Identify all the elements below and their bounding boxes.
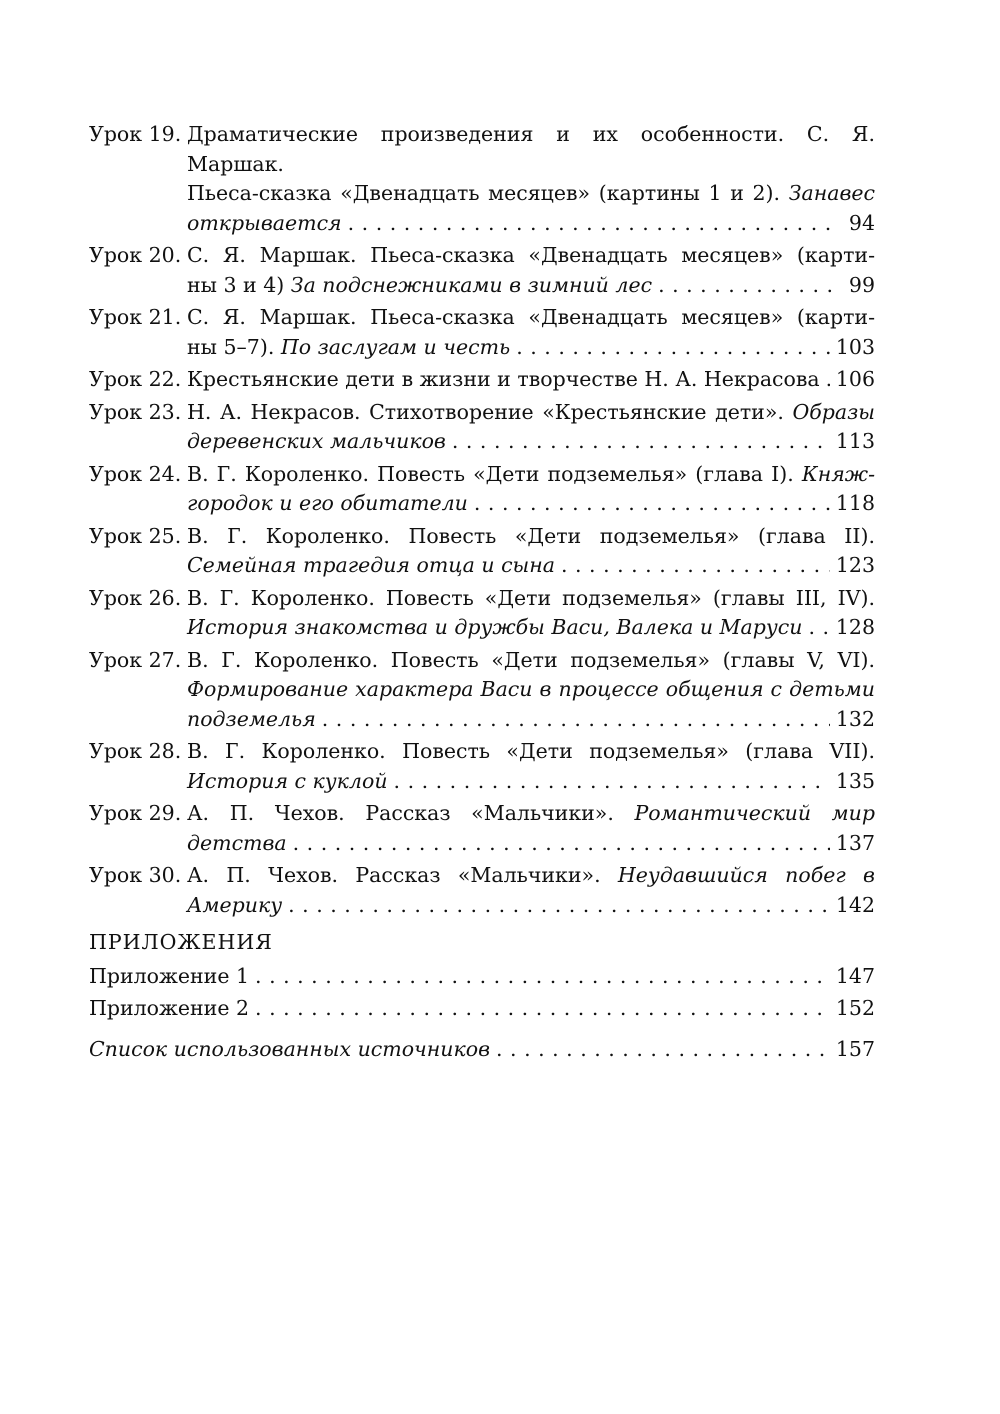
page-number: 123 — [835, 553, 875, 577]
entry-last-text: ны 5–7). По заслугам и честь — [187, 334, 511, 359]
page-number: 147 — [835, 963, 875, 988]
entry-line: В. Г. Короленко. Повесть «Дети подземелья» (глава II). — [187, 523, 875, 548]
toc-entry-sources[interactable] — [89, 1035, 875, 1065]
appendix-heading: ПРИЛОЖЕНИЯ — [89, 930, 273, 954]
dot-leader — [255, 962, 830, 992]
page-number: 103 — [835, 334, 875, 359]
lesson-number: Урок 22. — [89, 367, 182, 391]
page-number: 142 — [835, 892, 875, 917]
page-number: 118 — [835, 491, 875, 515]
dot-leader — [452, 427, 830, 457]
dot-leader — [348, 209, 837, 239]
lesson-number: Урок 28. — [89, 739, 182, 763]
dot-leader — [808, 613, 829, 643]
lesson-number: Урок 24. — [89, 461, 182, 486]
dot-leader — [516, 333, 830, 363]
page-number: 137 — [835, 830, 875, 855]
toc-entry-lesson-30[interactable] — [89, 861, 875, 920]
entry-last-text: История знакомства и дружбы Васи, Валека и Маруси — [187, 615, 803, 639]
page-number: 132 — [835, 706, 875, 731]
lesson-number: Урок 21. — [89, 305, 182, 329]
entry-last-text: подземелья — [187, 706, 316, 731]
lesson-number: Урок 26. — [89, 585, 182, 610]
toc-entry-lesson-28[interactable] — [89, 737, 875, 796]
entry-line: В. Г. Короленко. Повесть «Дети подземелья» (главы V, VI). — [187, 647, 875, 672]
dot-leader — [561, 551, 830, 581]
lesson-number: Урок 19. — [89, 122, 182, 146]
dot-leader — [394, 767, 830, 797]
entry-line: В. Г. Короленко. Повесть «Дети подземелья» (глава VII). — [187, 739, 875, 763]
toc-entry-lesson-25[interactable] — [89, 522, 875, 581]
toc-entry-appendix-1[interactable] — [89, 962, 875, 992]
dot-leader — [322, 705, 830, 735]
dot-leader — [496, 1035, 830, 1065]
entry-last-text: открывается — [187, 210, 342, 235]
entry-line: С. Я. Маршак. Пьеса-сказка «Двенадцать месяцев» (карти- — [187, 243, 875, 267]
entry-line: В. Г. Короленко. Повесть «Дети подземелья» (глава I). Княж- — [187, 461, 875, 486]
dot-leader — [288, 891, 830, 921]
toc-entry-lesson-19[interactable] — [89, 120, 875, 238]
lesson-number: Урок 27. — [89, 647, 182, 672]
toc-entry-lesson-24[interactable] — [89, 460, 875, 519]
dot-leader — [255, 994, 830, 1024]
entry-line: С. Я. Маршак. Пьеса-сказка «Двенадцать месяцев» (карти- — [187, 305, 875, 329]
entry-last-text: Семейная трагедия отца и сына — [187, 553, 555, 577]
toc-entry-lesson-26[interactable] — [89, 584, 875, 643]
page-number: 128 — [835, 615, 875, 639]
toc-entry-lesson-21[interactable] — [89, 303, 875, 362]
entry-line: Пьеса-сказка «Двенадцать месяцев» (картины 1 и 2). Занавес — [187, 181, 875, 205]
entry-last-text: Америку — [187, 892, 283, 917]
toc-entry-lesson-29[interactable] — [89, 799, 875, 858]
entry-last-text: городок и его обитатели — [187, 491, 468, 515]
toc-entry-lesson-27[interactable] — [89, 646, 875, 735]
entry-line: А. П. Чехов. Рассказ «Мальчики». Неудавшийся побег в — [187, 863, 875, 887]
page-number: 152 — [835, 996, 875, 1020]
entry-line: Формирование характера Васи в процессе общения с детьми — [187, 677, 875, 701]
page-number: 135 — [835, 768, 875, 793]
entry-last-text: История с куклой — [187, 768, 388, 793]
entry-last-text: Приложение 1 — [89, 963, 250, 988]
entry-line: А. П. Чехов. Рассказ «Мальчики». Романтический мир — [187, 801, 875, 825]
entry-last-text: Приложение 2 — [89, 996, 250, 1020]
entry-last-text: деревенских мальчиков — [187, 429, 446, 453]
toc-entry-lesson-23[interactable] — [89, 398, 875, 457]
toc-entry-lesson-20[interactable] — [89, 241, 875, 300]
page-number: 113 — [835, 429, 875, 453]
page-number: 94 — [848, 210, 875, 235]
dot-leader — [826, 365, 830, 395]
lesson-number: Урок 29. — [89, 801, 182, 825]
page-number: 99 — [848, 272, 875, 297]
lesson-number: Урок 23. — [89, 399, 182, 424]
toc-entry-lesson-22[interactable] — [89, 365, 875, 395]
lesson-number: Урок 20. — [89, 243, 182, 267]
dot-leader — [474, 489, 830, 519]
entry-last-text: Крестьянские дети в жизни и творчестве Н. А. Некрасова — [187, 367, 820, 391]
entry-line: Н. А. Некрасов. Стихотворение «Крестьянские дети». Образы — [187, 399, 875, 424]
entry-line: Драматические произведения и их особенности. С. Я. Маршак. — [187, 122, 875, 176]
page-number: 106 — [835, 367, 875, 391]
page-number: 157 — [835, 1036, 875, 1061]
entry-line: В. Г. Короленко. Повесть «Дети подземелья» (главы III, IV). — [187, 585, 875, 610]
dot-leader — [293, 829, 830, 859]
entry-last-text: детства — [187, 830, 287, 855]
entry-last-text: ны 3 и 4) За подснежниками в зимний лес — [187, 272, 653, 297]
lesson-number: Урок 30. — [89, 863, 182, 887]
table-of-contents — [89, 120, 875, 1067]
entry-last-text: Список использованных источников — [89, 1036, 491, 1061]
lesson-number: Урок 25. — [89, 523, 182, 548]
dot-leader — [658, 271, 837, 301]
toc-entry-appendix-2[interactable] — [89, 994, 875, 1024]
